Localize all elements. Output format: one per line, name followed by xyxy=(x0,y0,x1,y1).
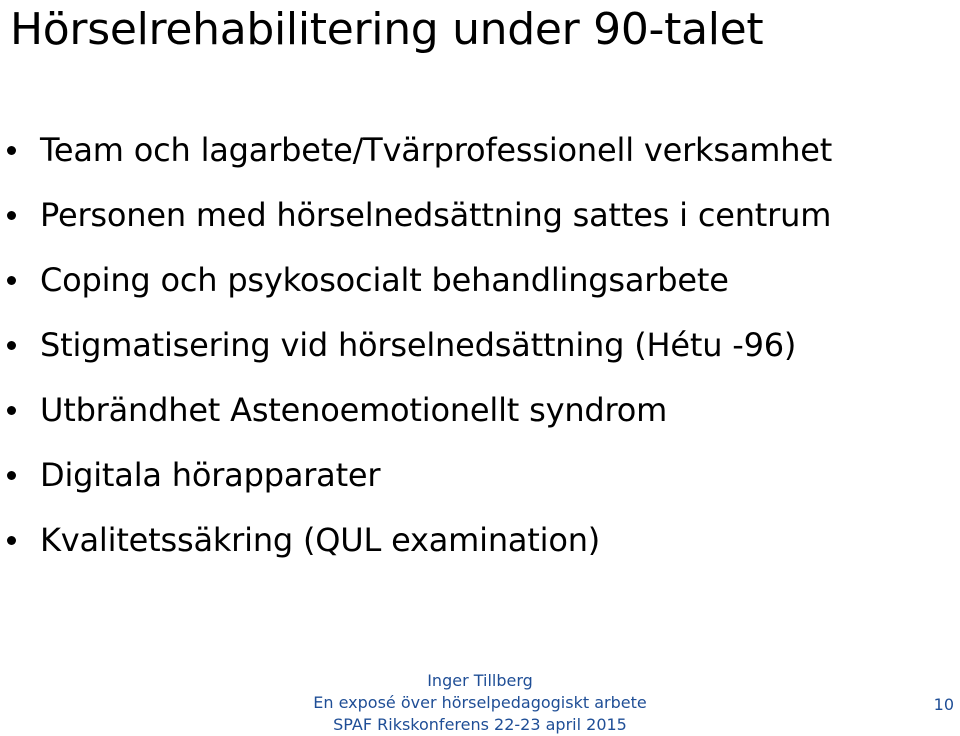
bullet-dot-icon xyxy=(7,471,16,480)
footer-subtitle: En exposé över hörselpedagogiskt arbete xyxy=(313,693,647,712)
bullet-text: Personen med hörselnedsättning sattes i centrum xyxy=(40,196,832,234)
footer-event: SPAF Rikskonferens 22-23 april 2015 xyxy=(333,715,627,734)
slide-footer xyxy=(280,670,680,736)
bullet-text: Kvalitetssäkring (QUL examination) xyxy=(40,521,601,559)
bullet-dot-icon xyxy=(7,276,16,285)
list-item xyxy=(0,508,960,573)
page-number: 10 xyxy=(933,695,954,714)
list-item xyxy=(0,443,960,508)
bullet-dot-icon xyxy=(7,146,16,155)
list-item xyxy=(0,118,960,183)
bullet-text: Utbrändhet Astenoemotionellt syndrom xyxy=(40,391,668,429)
bullet-dot-icon xyxy=(7,341,16,350)
footer-author: Inger Tillberg xyxy=(427,671,533,690)
list-item xyxy=(0,313,960,378)
list-item xyxy=(0,378,960,443)
bullet-list xyxy=(0,118,960,573)
slide-title: Hörselrehabilitering under 90-talet xyxy=(10,4,764,55)
bullet-dot-icon xyxy=(7,406,16,415)
bullet-dot-icon xyxy=(7,536,16,545)
list-item xyxy=(0,248,960,313)
list-item xyxy=(0,183,960,248)
bullet-text: Stigmatisering vid hörselnedsättning (Hétu -96) xyxy=(40,326,797,364)
bullet-text: Team och lagarbete/Tvärprofessionell verksamhet xyxy=(40,131,833,169)
bullet-dot-icon xyxy=(7,211,16,220)
bullet-text: Coping och psykosocialt behandlingsarbete xyxy=(40,261,729,299)
bullet-text: Digitala hörapparater xyxy=(40,456,381,494)
